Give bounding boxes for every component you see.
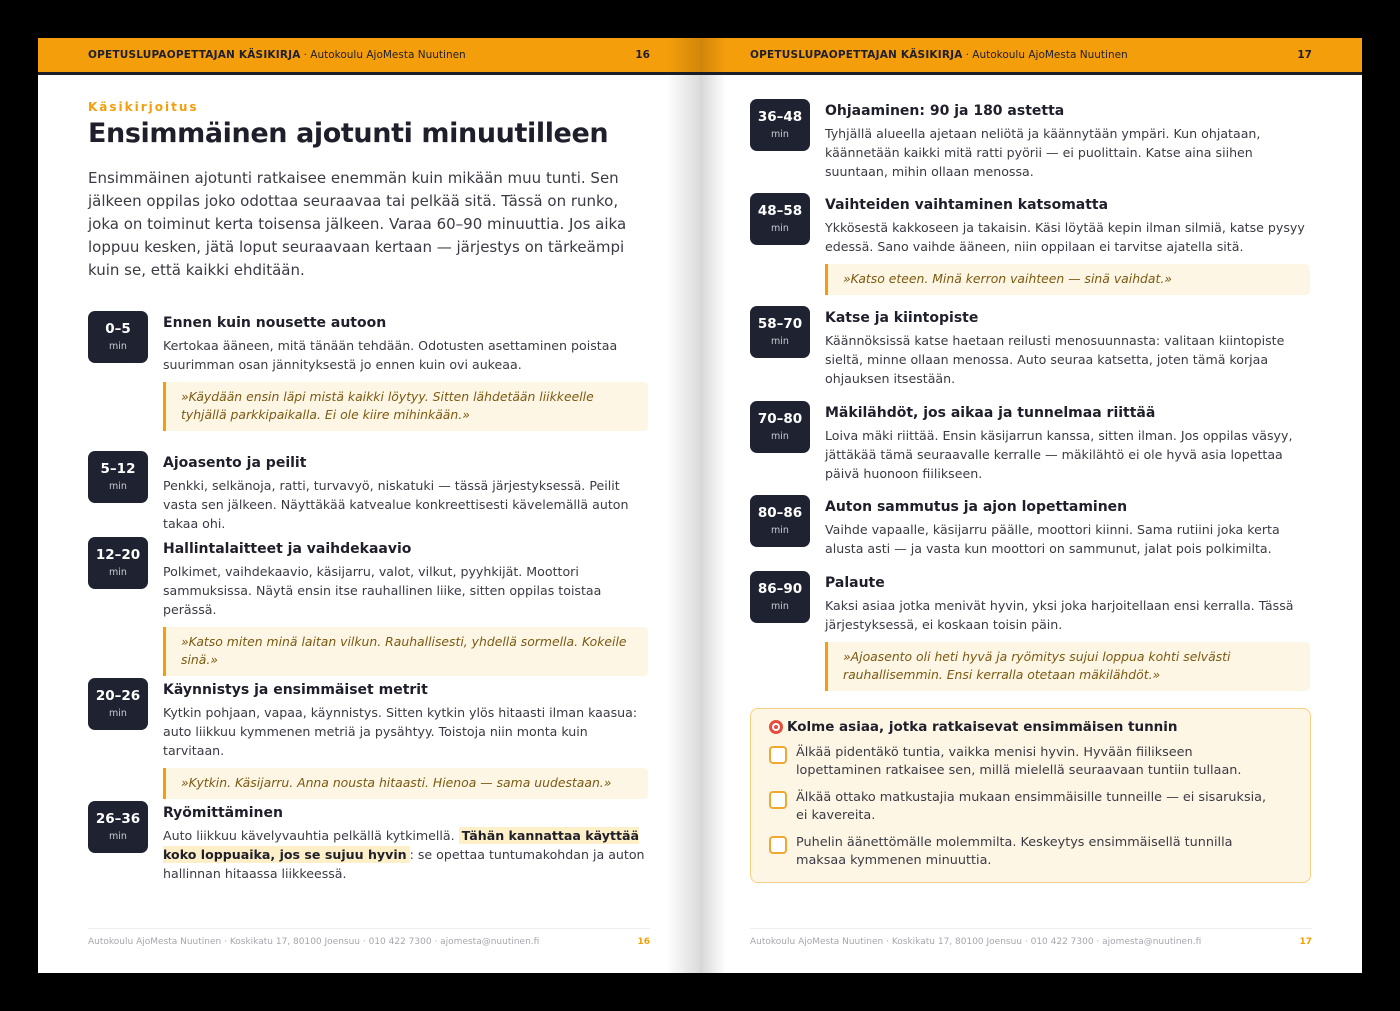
page-footer — [88, 928, 650, 947]
item-title: Palaute — [825, 575, 885, 591]
time-range: 86–90 — [757, 581, 803, 597]
checklist-item — [769, 789, 1292, 825]
checklist-item-text: Puhelin äänettömälle molemmilta. Keskeytys ensimmäisellä tunnilla maksaa kymmenen minuuttia. — [796, 835, 1233, 868]
page-header — [38, 38, 700, 75]
item-text: Kaksi asiaa jotka menivät hyvin, yksi joka harjoitellaan ensi kerralla. Tässä järjestyksessä, ei koskaan toisin päin. — [825, 598, 1294, 632]
time-unit: min — [109, 481, 127, 492]
time-badge — [750, 99, 810, 151]
time-unit: min — [771, 525, 789, 536]
item-text: Loiva mäki riittää. Ensin käsijarrun kanssa, sitten ilman. Jos oppilas väsyy, jättäkää tämä seuraavalle kerralle — mäkilähtö ei ole hyvä asia lopettaa päivä huonoon fiilikseen. — [825, 428, 1293, 481]
time-unit: min — [109, 708, 127, 719]
item-text-before: Auto liikkuu kävelyvauhtia pelkällä kytkimellä. — [163, 828, 459, 843]
time-unit: min — [109, 567, 127, 578]
header-title: OPETUSLUPAOPETTAJAN KÄSIKIRJA — [88, 49, 301, 61]
time-unit: min — [771, 336, 789, 347]
right-page — [700, 38, 1362, 973]
highlighted-text: Tähän kannattaa käyttää koko loppuaika, jos se sujuu hyvin — [163, 828, 640, 862]
time-badge — [750, 571, 810, 623]
item-text: Käännöksissä katse haetaan reilusti menosuunnasta: valitaan kiintopiste sieltä, minne ollaan menossa. Auto seuraa katsetta, joten tämä korjaa ohjauksen itsestään. — [825, 333, 1285, 386]
item-quote: »Katso miten minä laitan vilkun. Rauhallisesti, yhdellä sormella. Kokeile sinä.» — [163, 627, 648, 676]
footer-text: Autokoulu AjoMesta Nuutinen · Koskikatu 17, 80100 Joensuu · 010 422 7300 · ajomesta@nuutinen.fi — [750, 937, 1202, 947]
time-badge — [750, 193, 810, 245]
time-badge — [88, 311, 148, 363]
item-text: Penkki, selkänoja, ratti, turvavyö, niskatuki — tässä järjestyksessä. Peilit vasta sen jälkeen. Näyttäkää katvealue konkreettisesti kävelemällä auton takaa ohi. — [163, 478, 629, 531]
time-range: 70–80 — [757, 411, 803, 427]
item-text: Kytkin pohjaan, vapaa, käynnistys. Sitten kytkin ylös hitaasti ilman kaasua: auto liikkuu kymmenen metriä ja pysähtyy. Toistoja niin monta kuin tarvitaan. — [163, 705, 638, 758]
time-unit: min — [771, 601, 789, 612]
time-unit: min — [771, 431, 789, 442]
checkbox[interactable] — [769, 746, 787, 764]
checkbox[interactable] — [769, 791, 787, 809]
item-title: Mäkilähdöt, jos aikaa ja tunnelmaa riittää — [825, 405, 1156, 421]
item-title: Ajoasento ja peilit — [163, 455, 307, 471]
footer-text: Autokoulu AjoMesta Nuutinen · Koskikatu 17, 80100 Joensuu · 010 422 7300 · ajomesta@nuutinen.fi — [88, 937, 540, 947]
target-icon — [769, 720, 783, 734]
time-range: 20–26 — [95, 688, 141, 704]
checklist-item-text: Älkää pidentäkö tuntia, vaikka menisi hyvin. Hyvään fiilikseen lopettaminen ratkaisee sen, millä mielellä seuraavaan tuntiin tullaan. — [796, 745, 1242, 778]
item-title: Auton sammutus ja ajon lopettaminen — [825, 499, 1128, 515]
item-quote: »Kytkin. Käsijarru. Anna nousta hitaasti. Hienoa — sama uudestaan.» — [163, 768, 648, 799]
time-badge — [88, 678, 148, 730]
intro-paragraph: Ensimmäinen ajotunti ratkaisee enemmän kuin mikään muu tunti. Sen jälkeen oppilas joko odottaa seuraavaa tai pelkää sitä. Tässä on runko, joka on toiminut kerta toisensa jälkeen. Varaa 60–90 minuuttia. Jos aika loppuu kesken, jätä loput seuraavaan kertaan — järjestys on tärkeämpi kuin se, että kaikki ehditään. — [88, 169, 627, 279]
time-unit: min — [771, 129, 789, 140]
time-badge — [750, 306, 810, 358]
item-text: Ykkösestä kakkoseen ja takaisin. Käsi löytää kepin ilman silmiä, katse pysyy edessä. Sano vaihde ääneen, niin oppilaan ei tarvitse ajatella sitä. — [825, 220, 1305, 254]
header-title: OPETUSLUPAOPETTAJAN KÄSIKIRJA — [750, 49, 963, 61]
time-range: 5–12 — [100, 461, 136, 477]
item-title: Vaihteiden vaihtaminen katsomatta — [825, 197, 1109, 213]
checklist-item-text: Älkää ottako matkustajia mukaan ensimmäisille tunneille — ei sisaruksia, ei kavereita. — [796, 790, 1267, 823]
item-quote: »Käydään ensin läpi mistä kaikki löytyy. Sitten lähdetään liikkeelle tyhjällä parkkipaikalla. Ei ole kiire mihinkään.» — [163, 382, 648, 431]
item-text-after: : se opettaa tuntumakohdan ja auton hallinnan hitaassa liikkeessä. — [163, 847, 645, 881]
item-title: Käynnistys ja ensimmäiset metrit — [163, 682, 428, 698]
section-eyebrow: Käsikirjoitus — [88, 100, 199, 114]
page-header — [700, 38, 1362, 75]
time-badge — [750, 401, 810, 453]
time-range: 80–86 — [757, 505, 803, 521]
item-text: Polkimet, vaihdekaavio, käsijarru, valot, vilkut, pyyhkijät. Moottori sammuksissa. Näytä ensin itse rauhallinen liike, sitten oppilas toistaa perässä. — [163, 564, 602, 617]
left-page — [38, 38, 700, 973]
page-footer — [750, 928, 1312, 947]
time-badge — [88, 451, 148, 503]
time-range: 58–70 — [757, 316, 803, 332]
header-page-number: 16 — [635, 49, 650, 61]
checklist-box — [750, 708, 1311, 883]
time-badge — [750, 495, 810, 547]
checkbox[interactable] — [769, 836, 787, 854]
time-unit: min — [771, 223, 789, 234]
footer-page-number: 17 — [1299, 937, 1312, 947]
header-subtitle: · Autokoulu AjoMesta Nuutinen — [965, 49, 1128, 61]
item-text: Tyhjällä alueella ajetaan neliötä ja käännytään ympäri. Kun ohjataan, käännetään kaikki mitä ratti pyörii — ei puolittain. Katse aina siihen suuntaan, mihin ollaan menossa. — [825, 126, 1261, 179]
time-badge — [88, 801, 148, 853]
item-title: Katse ja kiintopiste — [825, 310, 979, 326]
footer-page-number: 16 — [637, 937, 650, 947]
time-unit: min — [109, 341, 127, 352]
checklist-item — [769, 834, 1292, 870]
item-quote: »Katso eteen. Minä kerron vaihteen — sinä vaihdat.» — [825, 264, 1310, 295]
time-range: 48–58 — [757, 203, 803, 219]
time-range: 36–48 — [757, 109, 803, 125]
checklist-title: Kolme asiaa, jotka ratkaisevat ensimmäisen tunnin — [787, 719, 1178, 735]
item-text: Kertokaa ääneen, mitä tänään tehdään. Odotusten asettaminen poistaa suurimman osan jännityksestä jo ennen kuin ovi aukeaa. — [163, 338, 618, 372]
item-quote: »Ajoasento oli heti hyvä ja ryömitys sujui loppua kohti selvästi rauhallisemmin. Ensi kerralla otetaan mäkilähdöt.» — [825, 642, 1310, 691]
header-subtitle: · Autokoulu AjoMesta Nuutinen — [303, 49, 466, 61]
time-badge — [88, 537, 148, 589]
header-page-number: 17 — [1297, 49, 1312, 61]
item-title: Ohjaaminen: 90 ja 180 astetta — [825, 103, 1065, 119]
time-range: 0–5 — [105, 321, 131, 337]
time-range: 12–20 — [95, 547, 141, 563]
time-range: 26–36 — [95, 811, 141, 827]
item-title: Ennen kuin nousette autoon — [163, 315, 387, 331]
time-unit: min — [109, 831, 127, 842]
item-text — [163, 826, 648, 883]
item-text: Vaihde vapaalle, käsijarru päälle, moottori kiinni. Sama rutiini joka kerta alusta asti — ja vasta kun moottori on sammunut, jalat pois polkimilta. — [825, 522, 1280, 556]
item-title: Hallintalaitteet ja vaihdekaavio — [163, 541, 412, 557]
checklist-item — [769, 744, 1292, 780]
page-title: Ensimmäinen ajotunti minuutilleen — [88, 118, 609, 149]
checklist-title-row — [769, 719, 1292, 735]
item-title: Ryömittäminen — [163, 805, 283, 821]
